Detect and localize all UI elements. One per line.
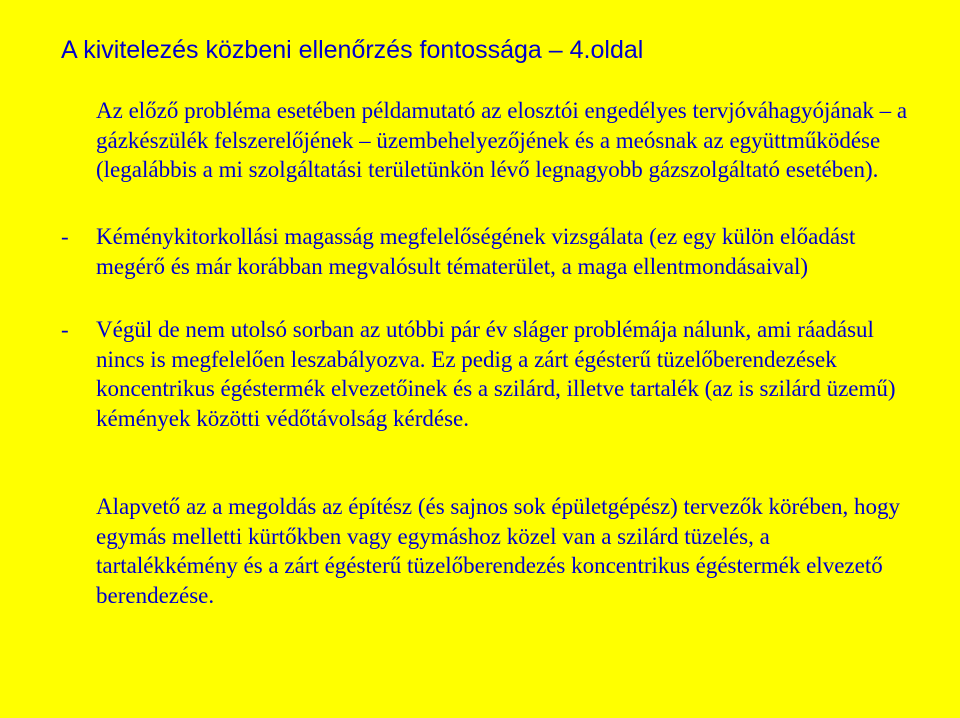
slide-title: A kivitelezés közbeni ellenőrzés fontossága – 4.oldal [61, 36, 644, 64]
bullet-item-1: Kéménykitorkollási magasság megfelelőségének vizsgálata (ez egy külön előadást megérő és már korábban megvalósult tématerület, a maga ellentmondásaival) [96, 224, 856, 279]
bullet-item-2: Végül de nem utolsó sorban az utóbbi pár év sláger problémája nálunk, ami ráadásul nincs is megfelelően leszabályozva. Ez pedig a zárt égésterű tüzelőberendezések koncentrikus égéstermék elvezetőinek és a szilárd, illetve tartalék (az is szilárd üzemű) kémények közötti védőtávolság kérdése. [96, 317, 896, 431]
bullet-marker-2: - [61, 317, 69, 342]
bullet-marker-1: - [61, 224, 69, 249]
closing-paragraph: Alapvető az a megoldás az építész (és sajnos sok épületgépész) tervezők körében, hogy egymás melletti kürtőkben vagy egymáshoz közel van a szilárd tüzelés, a tartalékkémény és a zárt égésterű tüzelőberendezés koncentrikus égéstermék elvezető berendezése. [96, 494, 901, 608]
intro-paragraph: Az előző probléma esetében példamutató az elosztói engedélyes tervjóváhagyójának – a gázkészülék felszerelőjének – üzembehelyezőjének és a meósnak az együttműködése (legalábbis a mi szolgáltatási területünkön lévő legnagyobb gázszolgáltató esetében). [96, 98, 908, 182]
